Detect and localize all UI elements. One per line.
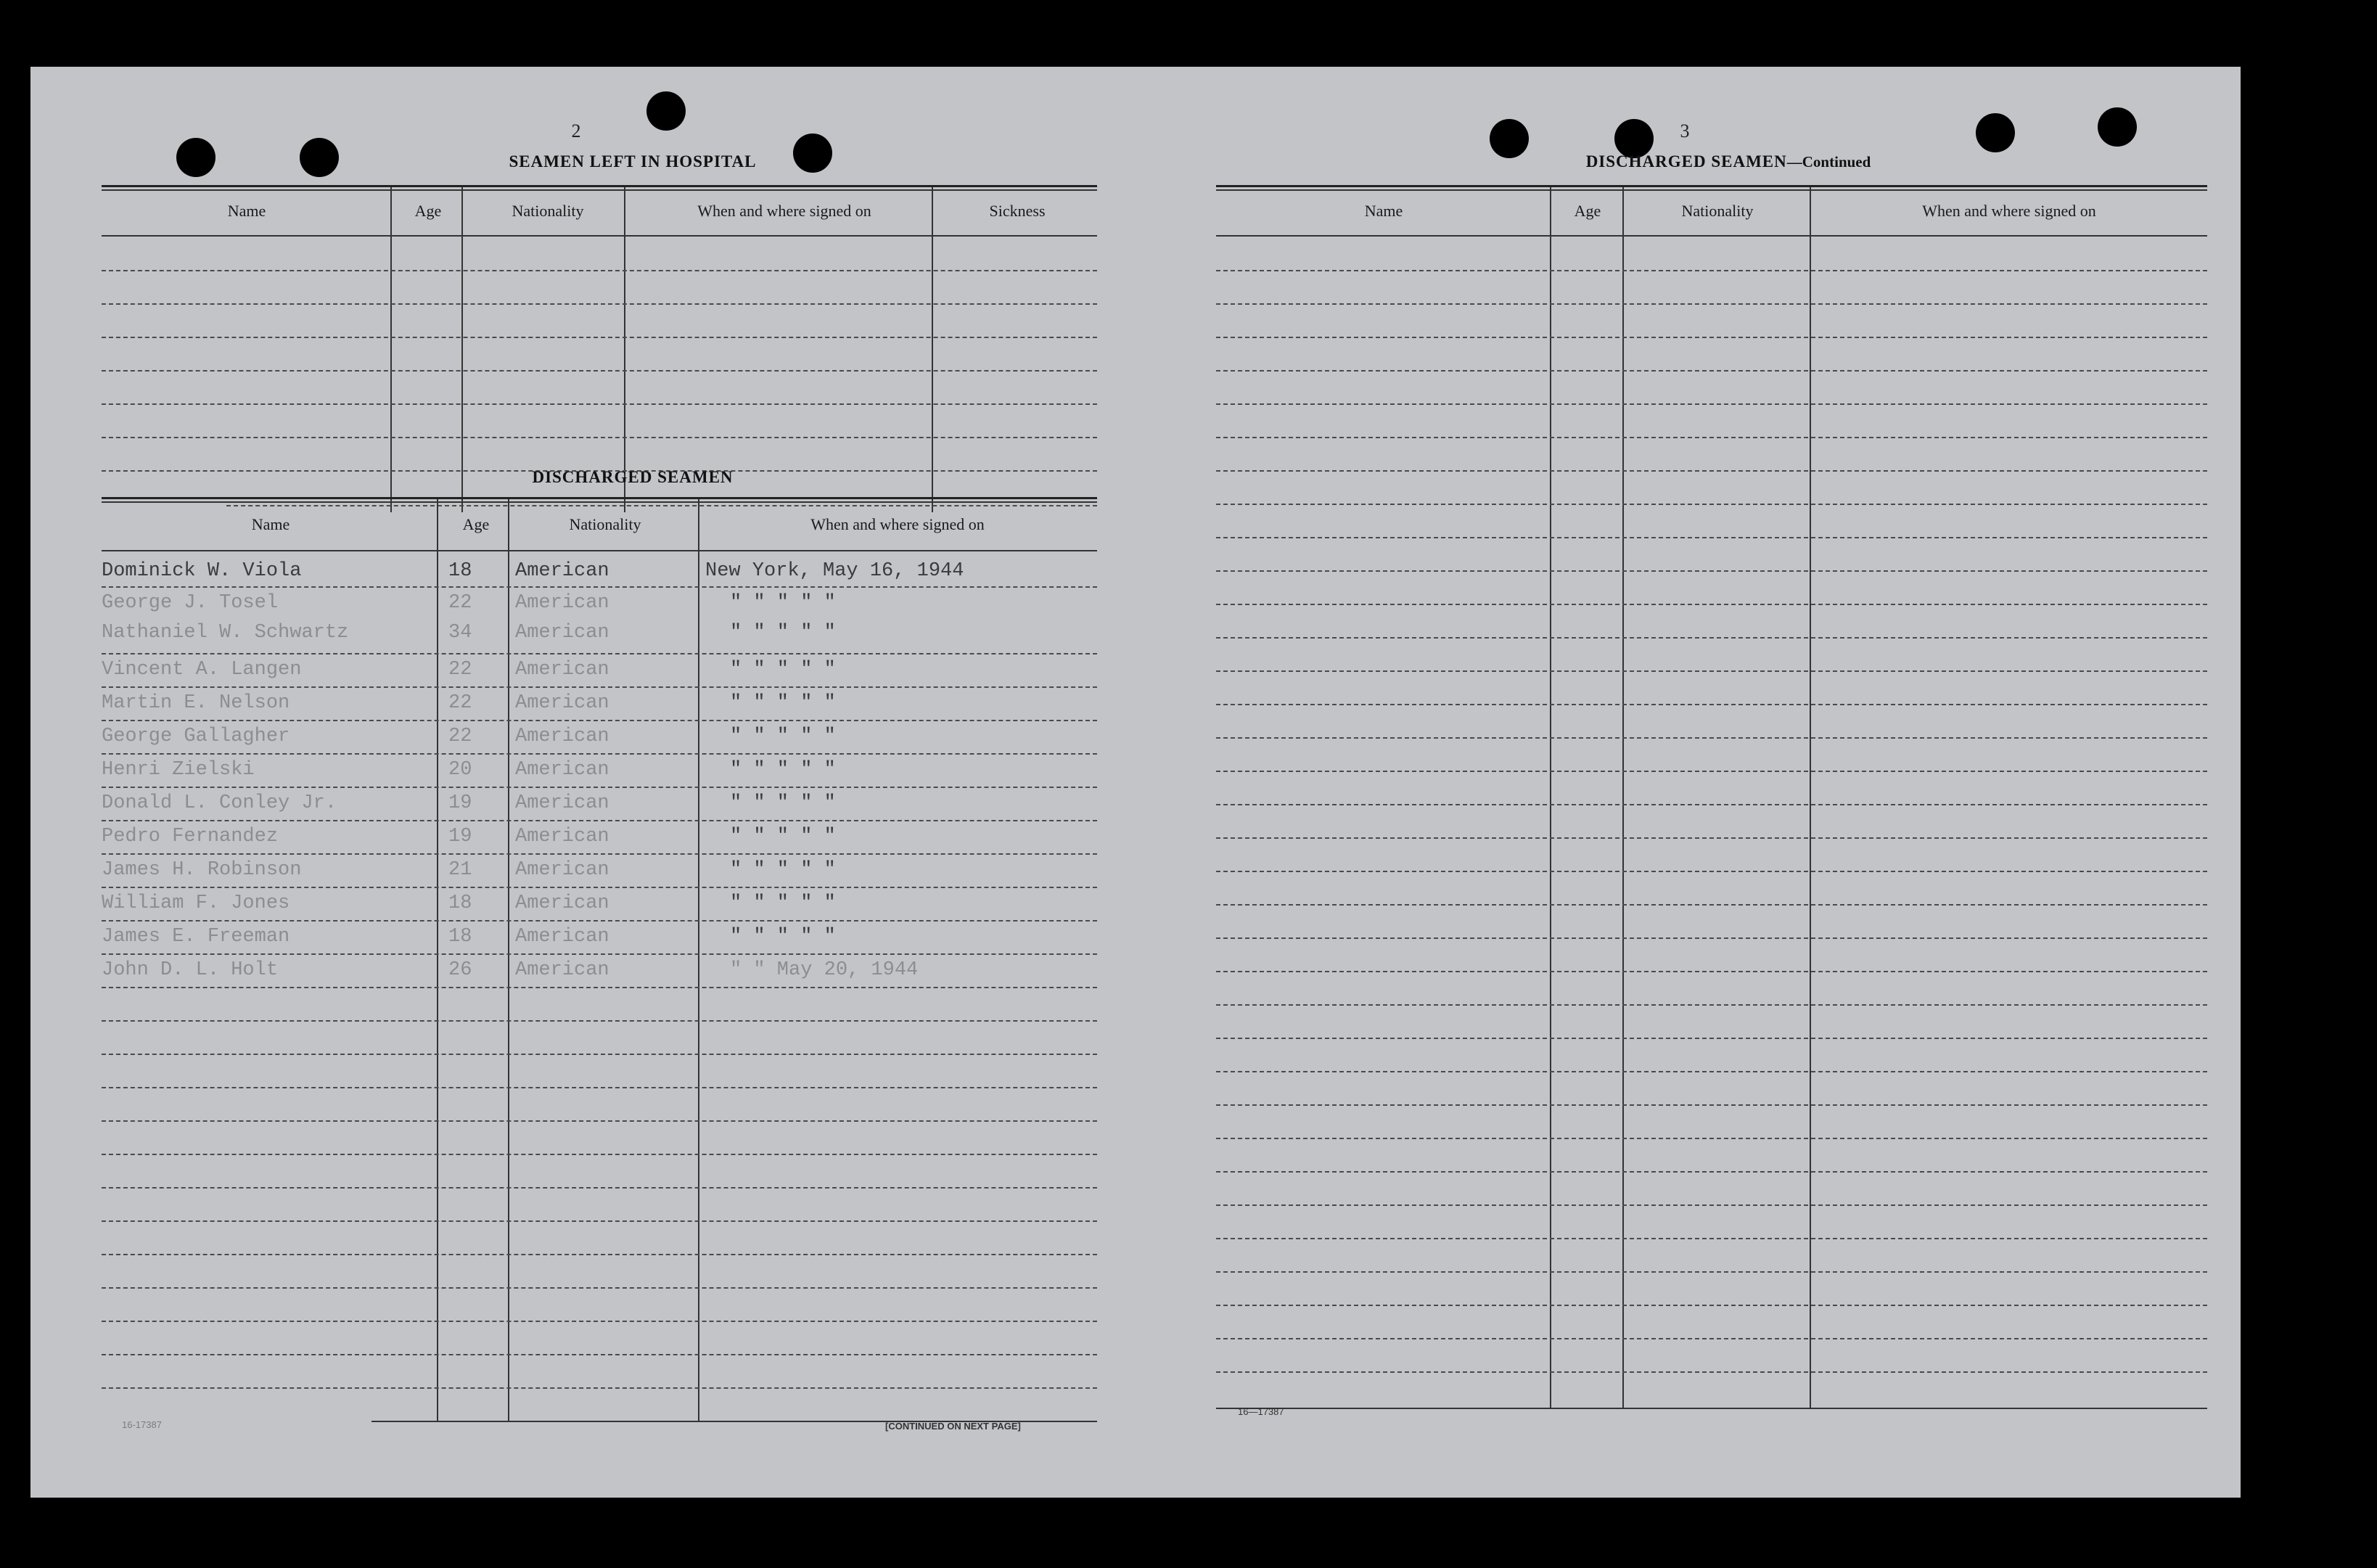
title-main: DISCHARGED SEAMEN [1585,152,1787,171]
row-nationality: American [515,926,609,948]
row-name: George J. Tosel [102,592,279,614]
section-title-discharged-continued [1511,152,1946,171]
row-signed-on: " " " " " [730,826,836,847]
column-header-signed-on: When and where signed on [697,202,871,220]
row-name: Henri Zielski [102,759,255,781]
column-header-nationality: Nationality [1681,202,1754,220]
row-name: Vincent A. Langen [102,659,302,681]
page-number: 2 [571,120,581,141]
column-header-name: Name [227,202,266,220]
row-name: Martin E. Nelson [102,692,290,714]
row-name: William F. Jones [102,892,290,914]
row-signed-on: " " " " " [730,892,836,914]
row-nationality: American [515,692,609,714]
row-name: James E. Freeman [102,926,290,948]
row-age: 19 [448,792,472,814]
row-name: Donald L. Conley Jr. [102,792,337,814]
row-nationality: American [515,622,609,644]
row-age: 22 [448,659,472,681]
punch-hole [1976,113,2015,152]
row-signed-on: " " " " " [730,926,836,948]
row-age: 34 [448,622,472,644]
row-nationality: American [515,659,609,681]
row-nationality: American [515,792,609,814]
punch-hole [2098,107,2137,147]
column-header-signed-on: When and where signed on [1922,202,2096,220]
column-header-name: Name [1364,202,1403,220]
row-signed-on: " " " " " [730,692,836,714]
row-signed-on: " " May 20, 1944 [730,959,919,981]
row-name: George Gallagher [102,726,290,747]
form-number: 16-17387 [122,1419,162,1430]
punch-hole [646,91,686,131]
row-signed-on: " " " " " [730,622,836,644]
punch-hole [300,138,339,177]
row-nationality: American [515,592,609,614]
column-header-nationality: Nationality [569,515,641,533]
punch-hole [176,138,215,177]
form-number: 16—17387 [1238,1406,1284,1417]
row-nationality: American [515,959,609,981]
column-header-nationality: Nationality [512,202,584,220]
row-name: James H. Robinson [102,859,302,881]
row-nationality: American [515,859,609,881]
row-age: 26 [448,959,472,981]
row-signed-on: " " " " " [730,659,836,681]
column-header-name: Name [251,515,290,533]
row-age: 22 [448,592,472,614]
row-signed-on: " " " " " [730,792,836,814]
row-nationality: American [515,826,609,847]
row-age: 22 [448,726,472,747]
row-signed-on: New York, May 16, 1944 [705,560,964,582]
column-header-age: Age [1574,202,1601,220]
section-title-discharged: DISCHARGED SEAMEN [532,468,734,486]
row-nationality: American [515,560,609,582]
page-number: 3 [1680,120,1690,141]
column-header-age: Age [414,202,442,220]
row-signed-on: " " " " " [730,759,836,781]
row-age: 22 [448,692,472,714]
row-name: Dominick W. Viola [102,560,302,582]
section-title-hospital: SEAMEN LEFT IN HOSPITAL [509,152,757,171]
row-signed-on: " " " " " [730,592,836,614]
ledger-sheet [30,67,2241,1498]
row-nationality: American [515,892,609,914]
column-header-age: Age [462,515,490,533]
row-age: 21 [448,859,472,881]
row-age: 18 [448,560,472,582]
row-name: Pedro Fernandez [102,826,279,847]
row-name: John D. L. Holt [102,959,279,981]
column-header-signed-on: When and where signed on [810,515,985,533]
row-nationality: American [515,726,609,747]
row-signed-on: " " " " " [730,726,836,747]
row-age: 18 [448,892,472,914]
continued-note: [CONTINUED ON NEXT PAGE] [885,1421,1021,1432]
column-header-sickness: Sickness [989,202,1046,220]
title-suffix: —Continued [1786,153,1871,171]
row-age: 20 [448,759,472,781]
row-nationality: American [515,759,609,781]
row-age: 19 [448,826,472,847]
row-age: 18 [448,926,472,948]
row-name: Nathaniel W. Schwartz [102,622,349,644]
row-signed-on: " " " " " [730,859,836,881]
